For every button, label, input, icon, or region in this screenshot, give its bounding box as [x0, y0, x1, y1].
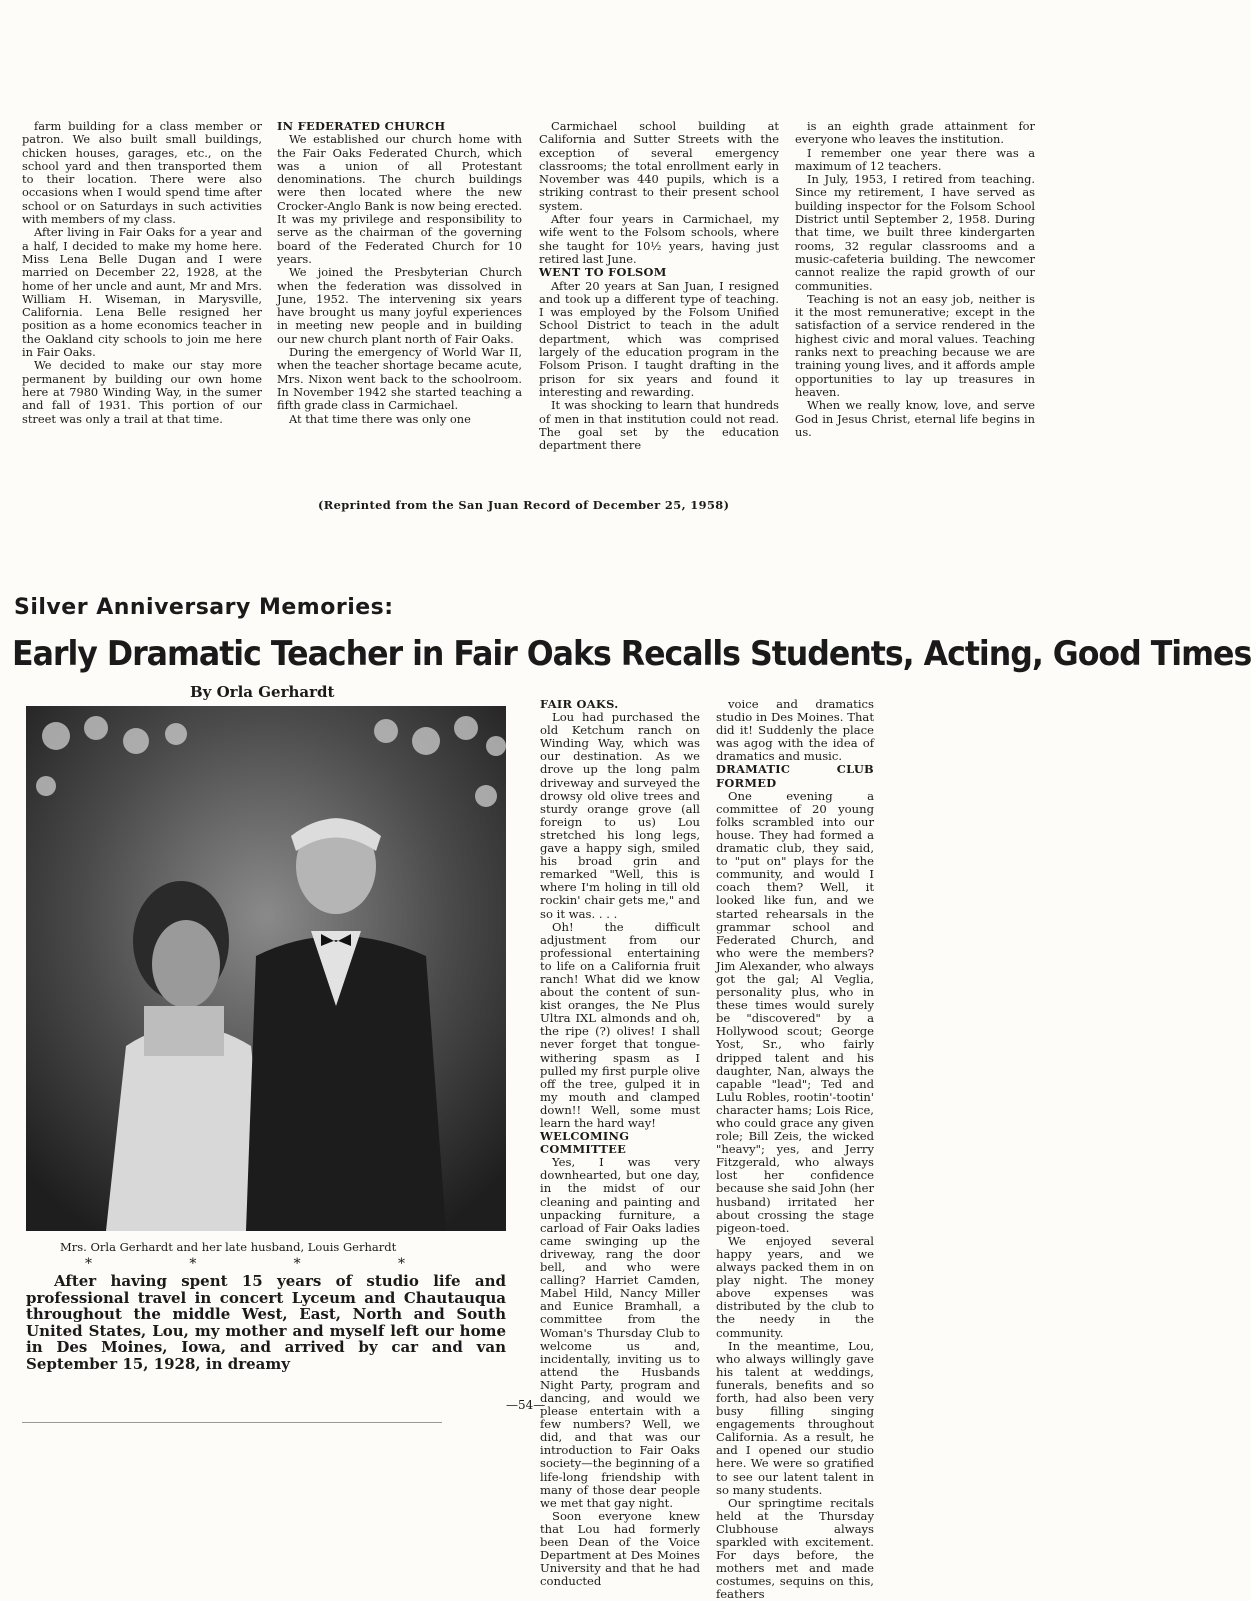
section-heading: DRAMATIC CLUB FORMED	[716, 762, 874, 790]
paragraph: Lou had purchased the old Ketchum ranch on Winding Way, which was our destination. As we drove up the long palm driveway and surveyed the drowsy old olive trees and sturdy orange grove (all foreign to us) Lou stretched his long legs, gave a happy sigh, smiled his broad grin and remarked "Well, this is where I'm holing in till old rockin' chair gets me," and so it was. . . .	[540, 710, 700, 921]
paragraph: I remember one year there was a maximum of 12 teachers.	[795, 145, 1035, 173]
headline: Early Dramatic Teacher in Fair Oaks Recalls Students, Acting, Good Times	[12, 634, 1251, 674]
separator-star: *	[85, 1256, 92, 1272]
couple-photo	[26, 706, 506, 1231]
lead-text: After having spent 15 years of studio life and professional travel in concert Lyceum and Chautauqua throughout the middle West, East, North and South United States, Lou, my mother and myself left our home in Des Moines, Iowa, and arrived by car and van September 15, 1928, in dreamy	[26, 1272, 506, 1373]
page-number: —54—	[506, 1398, 546, 1412]
paragraph: After living in Fair Oaks for a year and a half, I decided to make my home here. Miss Lena Belle Dugan and I were married on December 22, 1928, at the home of her uncle and aunt, Mr and Mrs. William H. Wiseman, in Marysville, California. Lena Belle resigned her position as a home economics teacher in the Oakland city schools to join me here in Fair Oaks.	[22, 225, 262, 360]
kicker: Silver Anniversary Memories:	[14, 595, 394, 620]
paragraph: At that time there was only one	[289, 411, 471, 426]
bottom-column-1	[540, 698, 700, 1588]
byline: By Orla Gerhardt	[190, 683, 335, 701]
section-heading: FAIR OAKS.	[540, 697, 619, 711]
paragraph: When we really know, love, and serve God in Jesus Christ, eternal life begins in us.	[795, 398, 1035, 439]
paragraph: In July, 1953, I retired from teaching. Since my retirement, I have served as building inspector for the Folsom School District until September 2, 1958. During that time, we built three kindergarten rooms, 32 regular classrooms and a music-cafeteria building. The newcomer cannot realize the rapid growth of our communities.	[795, 172, 1035, 293]
paragraph: We decided to make our stay more permanent by building our own home here at 7980 Winding Way, in the sumer and fall of 1931. This portion of our street was only a trail at that time.	[22, 358, 262, 426]
paragraph: One evening a committee of 20 young folks scrambled into our house. They had formed a dramatic club, they said, to "put on" plays for the community, and would I coach them? Well, it looked like fun, and we started rehearsals in the grammar school and Federated Church, and who were the members? Jim Alexander, who always got the gal; Al Veglia, personality plus, who in these times would surely be "discovered" by a Hollywood scout; George Yost, Sr., who fairly dripped talent and his daughter, Nan, always the capable "lead"; Ted and Lulu Robles, rootin'-tootin' character hams; Lois Rice, who could grace any given role; Bill Zeis, the wicked "heavy"; yes, and Jerry Fitzgerald, who always lost her confidence because she said John (her husband) irritated her about crossing the stage pigeon-toed.	[716, 788, 874, 1235]
paragraph: After four years in Carmichael, my wife went to the Folsom schools, where she taught for 10½ years, having just retired last June.	[539, 212, 779, 266]
paragraph: We joined the Presbyterian Church when the federation was dissolved in June, 1952. The intervening six years have brought us many joyful experiences in meeting new people and in building our new church plant north of Fair Oaks.	[277, 265, 522, 346]
paragraph: voice and dramatics studio in Des Moines. That did it! Suddenly the place was agog with the idea of dramatics and music.	[716, 697, 874, 764]
paragraph: It was shocking to learn that hundreds of men in that institution could not read. The goal set by the education department there	[539, 398, 779, 453]
paragraph: Oh! the difficult adjustment from our professional entertaining to life on a California fruit ranch! What did we know about the content of sun-kist oranges, the Ne Plus Ultra IXL almonds and oh, the ripe (?) olives! I shall never forget that tongue-withering spasm as I pulled my first purple olive off the tree, gulped it in my mouth and clamped down!! Well, some must learn the hard way!	[540, 919, 700, 1130]
paragraph: is an eighth grade attainment for everyone who leaves the institution.	[795, 119, 1035, 147]
photo-illustration	[26, 706, 506, 1231]
top-column-3	[539, 120, 779, 452]
section-heading: WENT TO FOLSOM	[539, 265, 667, 280]
paragraph: Our springtime recitals held at the Thursday Clubhouse always sparkled with excitement. For days before, the mothers met and made costumes, sequins on this, feathers	[716, 1495, 874, 1601]
bottom-rule	[22, 1422, 442, 1423]
top-column-4	[795, 120, 1035, 439]
reprint-note: (Reprinted from the San Juan Record of December 25, 1958)	[318, 498, 730, 512]
paragraph: During the emergency of World War II, when the teacher shortage became acute, Mrs. Nixon went back to the schoolroom. In November 1942 she started teaching a fifth grade class in Carmichael.	[277, 345, 522, 413]
bottom-column-2	[716, 698, 874, 1601]
paragraph: After 20 years at San Juan, I resigned and took up a different type of teaching. I was employed by the Folsom Unified School District to teach in the adult department, which was comprised largely of the education program in the Folsom Prison. I taught drafting in the prison for six years and found it interesting and rewarding.	[539, 278, 779, 399]
photo-caption: Mrs. Orla Gerhardt and her late husband, Louis Gerhardt	[60, 1240, 397, 1254]
paragraph: We established our church home with the Fair Oaks Federated Church, which was a union of all Protestant denominations. The church buildings were then located where the new Crocker-Anglo Bank is now being erected. It was my privilege and responsibility to serve as the chairman of the governing board of the Federated Church for 10 years.	[277, 132, 522, 266]
paragraph: farm building for a class member or patron. We also built small buildings, chicken houses, garages, etc., on the school yard and then transported them to their location. There were also occasions when I would spend time after school or on Saturdays in such activities with members of my class.	[22, 119, 262, 227]
paragraph: Soon everyone knew that Lou had formerly been Dean of the Voice Department at Des Moines University and that he had conducted	[540, 1508, 700, 1589]
paragraph: In the meantime, Lou, who always willingly gave his talent at weddings, funerals, benefits and so forth, had also been very busy filling singing engagements throughout California. As a result, he and I opened our studio here. We were so gratified to see our latent talent in so many students.	[716, 1338, 874, 1497]
separator-star: *	[397, 1256, 405, 1272]
lead-paragraph	[26, 1273, 506, 1372]
separator-star: *	[189, 1256, 197, 1272]
top-column-1	[22, 120, 262, 426]
separator-stars	[85, 1256, 405, 1272]
section-heading: WELCOMING COMMITTEE	[540, 1129, 630, 1157]
paragraph: Carmichael school building at California and Sutter Streets with the exception of several emergency classrooms; the total enrollment early in November was 440 pupils, which is a striking contrast to their present school system.	[539, 119, 779, 213]
top-column-2	[277, 120, 522, 426]
paragraph: We enjoyed several happy years, and we always packed them in on play night. The money above expenses was distributed by the club to the needy in the community.	[716, 1233, 874, 1340]
separator-star: *	[293, 1256, 301, 1272]
section-heading: IN FEDERATED CHURCH	[277, 119, 446, 133]
paragraph: Yes, I was very downhearted, but one day, in the midst of our cleaning and painting and unpacking furniture, a carload of Fair Oaks ladies came swinging up the driveway, rang the door bell, and who were calling? Harriet Camden, Mabel Hild, Nancy Miller and Eunice Bramhall, a committee from the Woman's Thursday Club to welcome us and, incidentally, inviting us to attend the Husbands Night Party, program and dancing, and would we please entertain with a few numbers? Well, we did, and that was our introduction to Fair Oaks society—the beginning of a life-long friendship with many of those dear people we met that gay night.	[540, 1155, 700, 1510]
paragraph: Teaching is not an easy job, neither is it the most remunerative; except in the satisfaction of a service rendered in the highest civic and moral values. Teaching ranks next to preaching because we are training young lives, and it affords ample opportunities to lay up treasures in heaven.	[795, 291, 1035, 399]
